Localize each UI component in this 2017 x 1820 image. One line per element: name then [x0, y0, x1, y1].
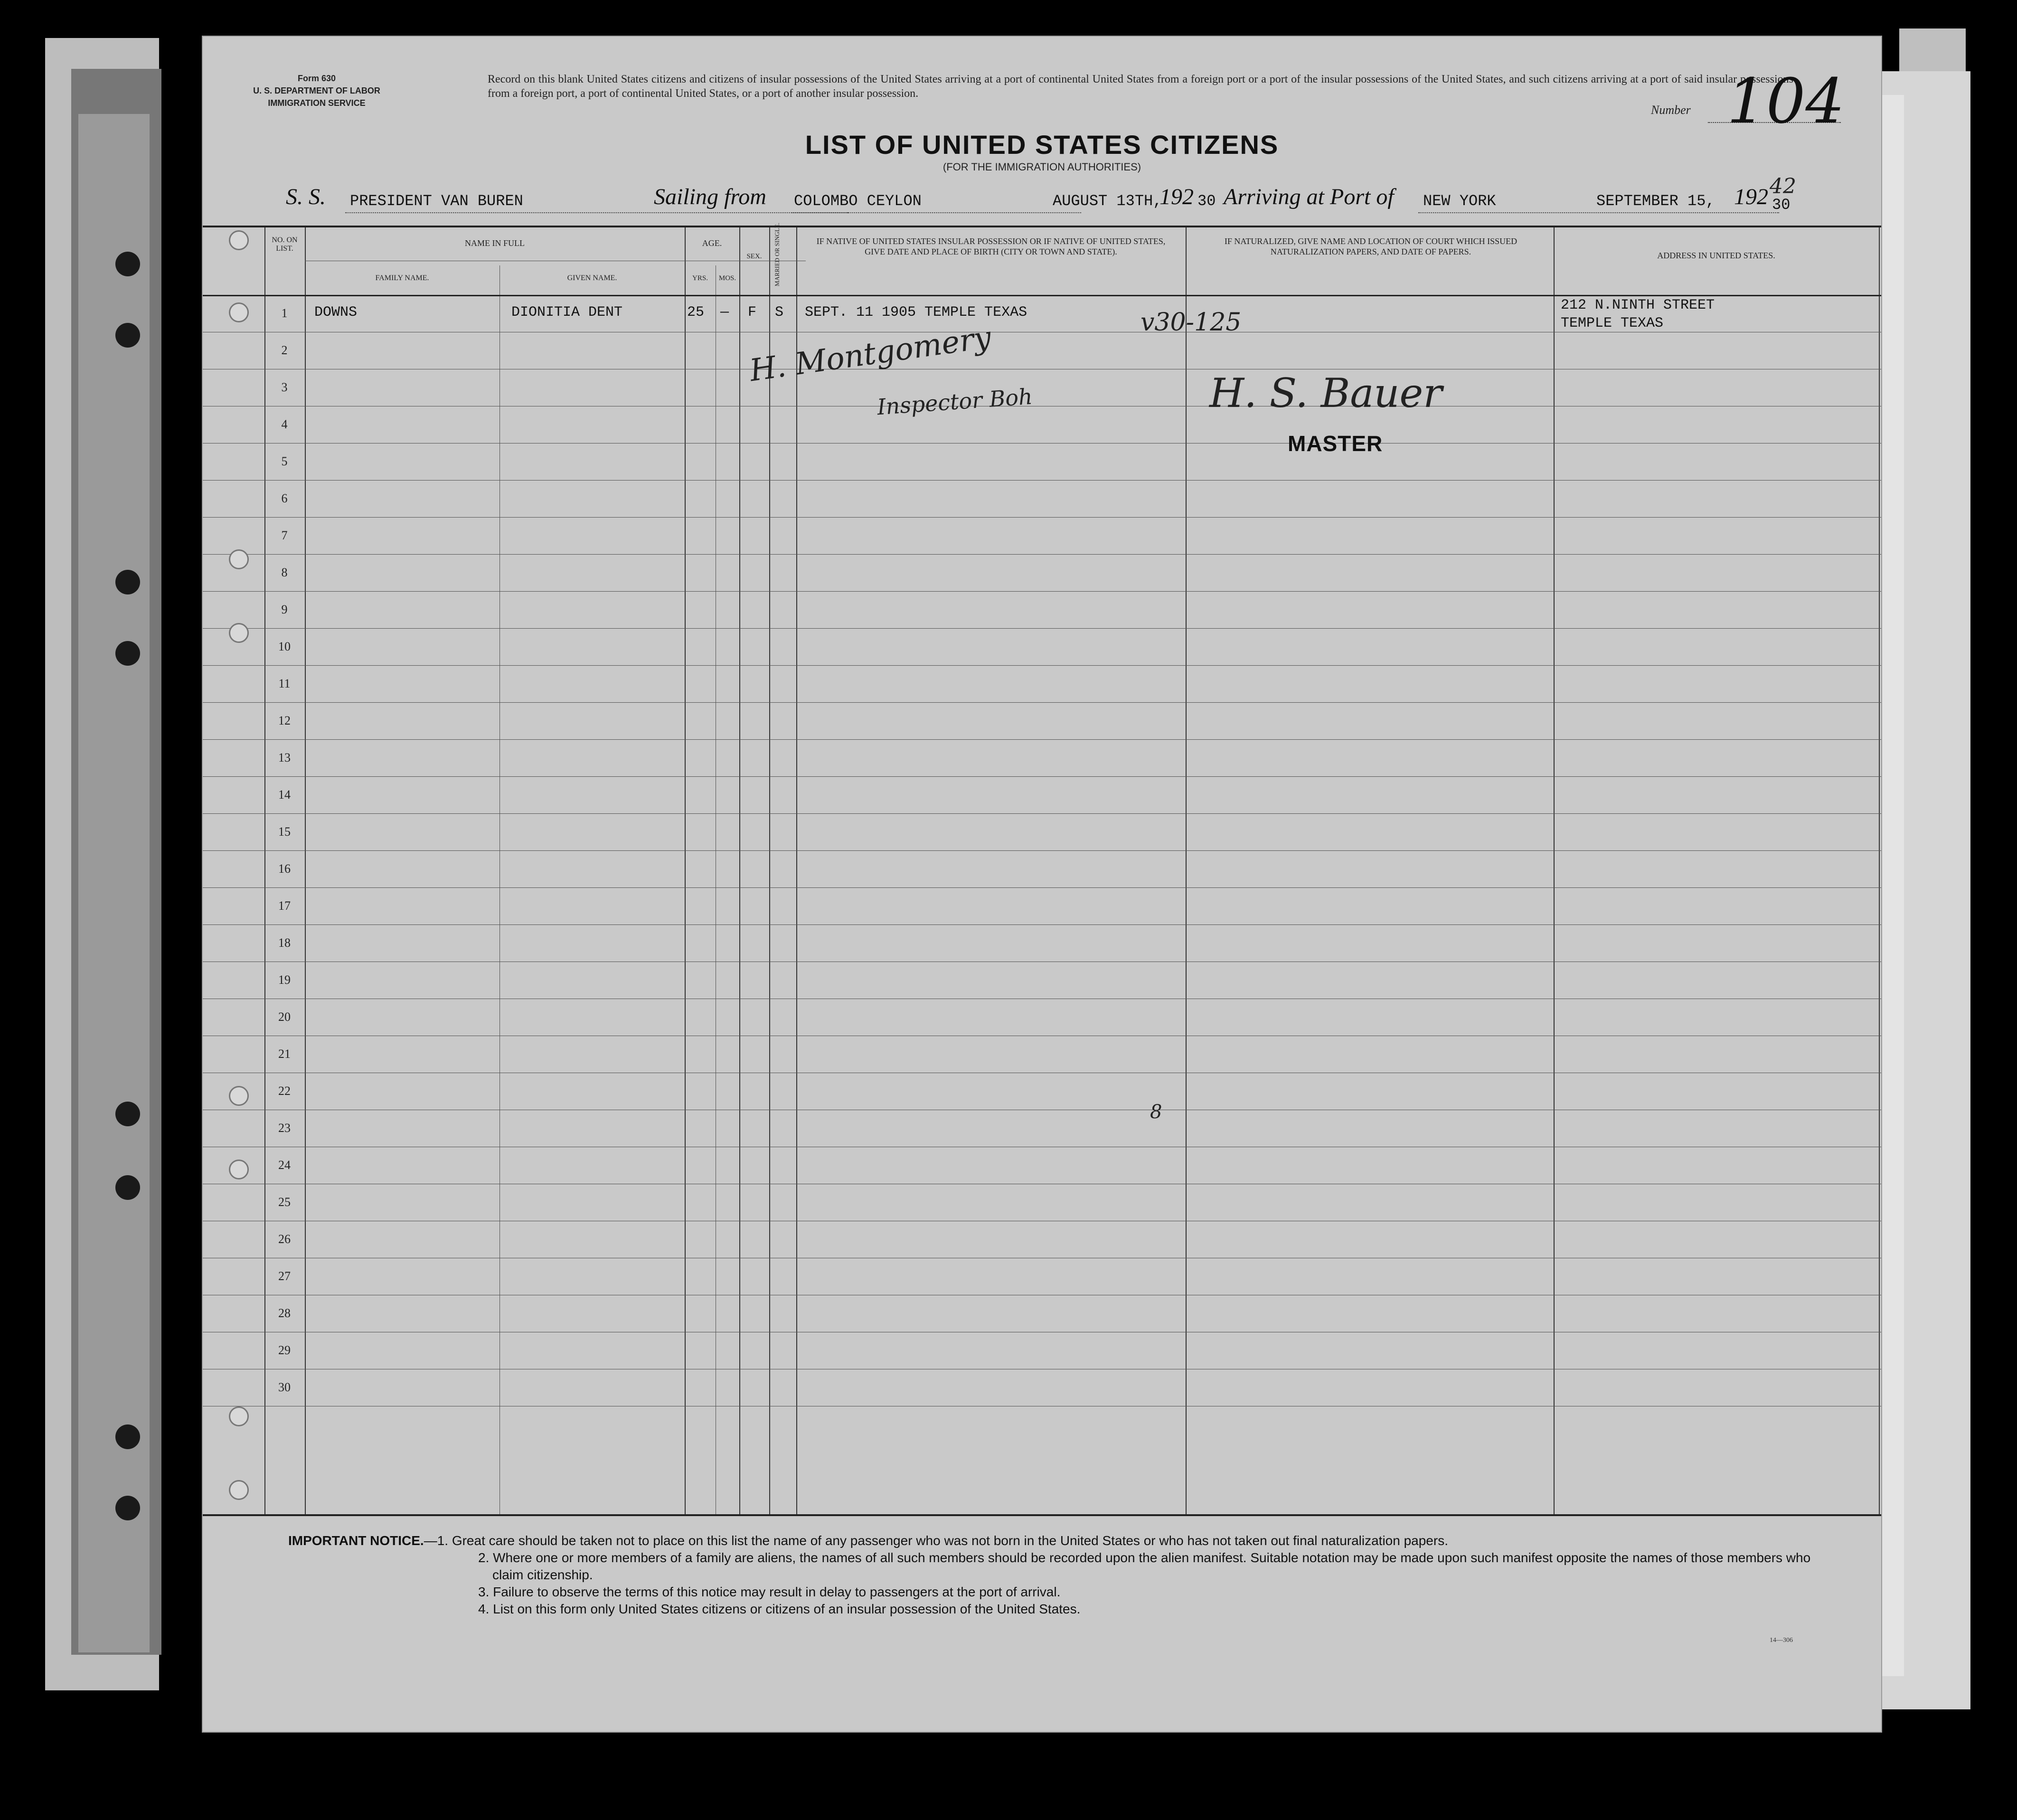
- col-divider: [1879, 227, 1880, 1514]
- row-line: [203, 591, 1881, 592]
- binder-hole: [115, 1496, 140, 1520]
- row-number: 24: [278, 1158, 291, 1172]
- form-header: [245, 72, 388, 109]
- cell-sex: F: [748, 304, 757, 321]
- row-line: [203, 480, 1881, 481]
- row-line: [203, 739, 1881, 740]
- punch-hole: [229, 1086, 249, 1106]
- inspector-signature: H. Montgomery: [747, 320, 993, 389]
- row-number: 9: [281, 603, 288, 616]
- instructions-text: Record on this blank United States citizens and citizens of insular possessions of the United States arriving at a port of continental United States from a foreign port or a port of the insular possessions of the United States, and such citizens arriving at a port of said insular possessions from a foreign port, a port of continental United States, or a port of another insular possession.: [488, 73, 1793, 100]
- binder-hole: [115, 1424, 140, 1449]
- col-divider: [305, 227, 306, 1514]
- header-bottom-line: [203, 295, 1881, 296]
- ship-underline: [345, 212, 848, 213]
- row-number: 7: [281, 528, 288, 542]
- header-no-on-list: NO. ON LIST.: [272, 236, 298, 253]
- row-number: 6: [281, 491, 288, 505]
- punch-hole: [229, 1406, 249, 1426]
- header-address: ADDRESS IN UNITED STATES.: [1657, 251, 1775, 260]
- row-line: [203, 776, 1881, 777]
- binder-hole: [115, 252, 140, 276]
- row-number: 28: [278, 1306, 291, 1320]
- arrival-date: SEPTEMBER 15,: [1596, 192, 1715, 210]
- row-number: 17: [278, 899, 291, 913]
- col-divider: [1186, 227, 1187, 1514]
- manifest-page: [202, 36, 1882, 1733]
- header-married-single: MARRIED OR SINGLE.: [773, 223, 781, 286]
- punch-hole: [229, 549, 249, 569]
- row-number: 12: [278, 714, 291, 727]
- number-label: Number: [1651, 103, 1691, 117]
- ship-name: PRESIDENT VAN BUREN: [350, 192, 523, 210]
- col-divider: [264, 227, 265, 1514]
- header-age: AGE.: [702, 238, 722, 248]
- header-family-name: FAMILY NAME.: [375, 274, 429, 282]
- row-number: 20: [278, 1010, 291, 1024]
- punch-hole: [229, 1480, 249, 1500]
- row-line: [203, 554, 1881, 555]
- master-label: MASTER: [1288, 431, 1383, 456]
- row-number: 30: [278, 1380, 291, 1394]
- row-number: 22: [278, 1084, 291, 1098]
- header-yrs: YRS.: [692, 274, 708, 282]
- col-divider: [1554, 227, 1555, 1514]
- row-line: [203, 517, 1881, 518]
- form-code: 14—306: [1770, 1637, 1793, 1644]
- binder-hole: [115, 1102, 140, 1126]
- binder-hole: [115, 641, 140, 666]
- col-divider: [739, 227, 740, 1514]
- row-line: [203, 702, 1881, 703]
- notice-item-1: [288, 1532, 1822, 1549]
- row-number: 23: [278, 1121, 291, 1135]
- department: U. S. DEPARTMENT OF LABOR: [253, 86, 380, 95]
- cell-address: 212 N.NINTH STREET: [1561, 297, 1715, 313]
- header-given-name: GIVEN NAME.: [567, 274, 617, 282]
- row-number: 26: [278, 1232, 291, 1246]
- row-line: [203, 850, 1881, 851]
- row-number: 27: [278, 1269, 291, 1283]
- sailing-underline: [792, 212, 1081, 213]
- row-number: 14: [278, 788, 291, 802]
- binder-hole: [115, 1175, 140, 1200]
- row-line: [203, 924, 1881, 925]
- year-1: 30: [1197, 192, 1216, 210]
- row-number: 19: [278, 973, 291, 987]
- binder-hole: [115, 323, 140, 348]
- year-2: 30: [1772, 196, 1791, 214]
- important-notice: [288, 1532, 1822, 1618]
- header-birth: IF NATIVE OF UNITED STATES INSULAR POSSESSION OR IF NATIVE OF UNITED STATES, GIVE DATE AND PLACE OF BIRTH (CITY OR TOWN AND STATE).: [816, 236, 1166, 256]
- service: IMMIGRATION SERVICE: [268, 98, 366, 108]
- row-number: 15: [278, 825, 291, 839]
- header-mos: MOS.: [718, 274, 736, 282]
- row-number: 10: [278, 640, 291, 653]
- document-subtitle: (FOR THE IMMIGRATION AUTHORITIES): [943, 161, 1141, 173]
- row-number: 25: [278, 1195, 291, 1209]
- year-prefix-2: 192: [1734, 184, 1768, 209]
- cell-mos: —: [720, 304, 729, 321]
- row-number: 16: [278, 862, 291, 876]
- departure-date: AUGUST 13TH,: [1053, 192, 1162, 210]
- notice-lead: IMPORTANT NOTICE.: [288, 1533, 424, 1548]
- notice-item-1-text: —1. Great care should be taken not to place on this list the name of any passenger who was not born in the United States or who has not taken out final naturalization papers.: [424, 1533, 1448, 1548]
- sailing-label: Sailing from: [654, 184, 766, 209]
- inspector-title: Inspector Boh: [876, 383, 1034, 420]
- row-number: 29: [278, 1343, 291, 1357]
- form-number: Form 630: [297, 74, 336, 83]
- ss-label: S. S.: [286, 184, 326, 209]
- row-number: 1: [281, 306, 288, 320]
- sailing-from: COLOMBO CEYLON: [794, 192, 922, 210]
- row-number: 8: [281, 566, 288, 579]
- stray-mark: 8: [1150, 1101, 1162, 1123]
- port-underline: [1418, 212, 1779, 213]
- arriving-label: Arriving at Port of: [1224, 184, 1394, 209]
- col-divider: [769, 227, 770, 1514]
- row-number: 11: [278, 677, 291, 690]
- master-signature: H. S. Bauer: [1209, 370, 1442, 416]
- punch-hole: [229, 230, 249, 250]
- row-number: 3: [281, 380, 288, 394]
- cell-yrs: 25: [687, 304, 705, 321]
- row-number: 18: [278, 936, 291, 950]
- handwritten-year-note: 42: [1770, 174, 1796, 198]
- number-value: 104: [1727, 65, 1845, 137]
- row-number: 5: [281, 454, 288, 468]
- punch-hole: [229, 1160, 249, 1179]
- row-line: [203, 628, 1881, 629]
- cell-family: DOWNS: [314, 304, 358, 321]
- arrival-port: NEW YORK: [1423, 192, 1496, 210]
- binder-hole: [115, 570, 140, 594]
- header-name-in-full: NAME IN FULL: [465, 238, 525, 248]
- row-number: 2: [281, 343, 288, 357]
- row-number: 13: [278, 751, 291, 764]
- cell-address: TEMPLE TEXAS: [1561, 315, 1664, 331]
- notice-item-4: 4. List on this form only United States citizens or citizens of an insular possession of the United States.: [478, 1602, 1081, 1616]
- col-divider: [685, 227, 686, 1514]
- notice-item-3: 3. Failure to observe the terms of this notice may result in delay to passengers at the port of arrival.: [478, 1584, 1061, 1599]
- row-line: [203, 665, 1881, 666]
- passenger-table: [203, 223, 1881, 1516]
- row-line: [203, 887, 1881, 888]
- notice-item-2: 2. Where one or more members of a family are aliens, the names of all such members should be recorded upon the alien manifest. Suitable notation may be made upon such manifest opposite the names of those members who claim citizenship.: [478, 1550, 1811, 1582]
- row-line: [203, 813, 1881, 814]
- punch-hole: [229, 623, 249, 643]
- cell-given: DIONITIA DENT: [511, 304, 623, 321]
- handwritten-annotation: v30-125: [1140, 308, 1242, 337]
- document-title: LIST OF UNITED STATES CITIZENS: [805, 130, 1279, 160]
- header-naturalized: IF NATURALIZED, GIVE NAME AND LOCATION OF COURT WHICH ISSUED NATURALIZATION PAPERS, AND DATE OF PAPERS.: [1224, 236, 1517, 256]
- punch-hole: [229, 302, 249, 322]
- cell-ms: S: [775, 304, 784, 321]
- cell-birth: SEPT. 11 1905 TEMPLE TEXAS: [805, 304, 1027, 321]
- row-number: 21: [278, 1047, 291, 1061]
- year-prefix-1: 192: [1159, 184, 1194, 209]
- col-divider: [796, 227, 797, 1514]
- row-number: 4: [281, 417, 288, 431]
- voyage-line: [203, 174, 1881, 222]
- header-sex: SEX.: [746, 253, 762, 260]
- binder-strip: [78, 114, 150, 1652]
